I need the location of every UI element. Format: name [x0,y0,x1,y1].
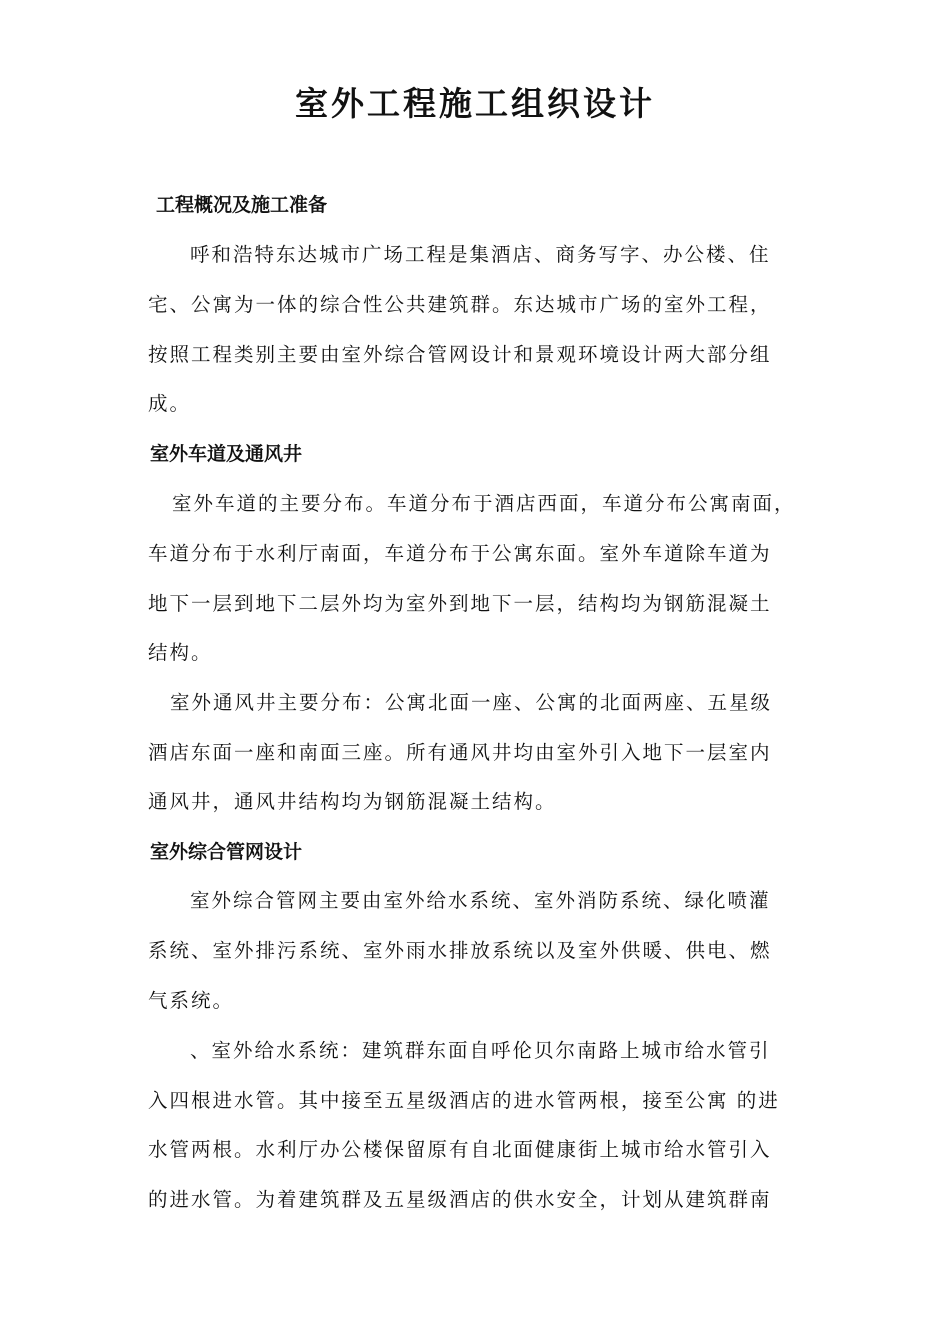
paragraph-line: 地下一层到地下二层外均为室外到地下一层，结构均为钢筋混凝土 [148,592,772,615]
paragraph-line: 成。 [148,392,192,415]
paragraph-line: 室外通风井主要分布：公寓北面一座、公寓的北面两座、五星级 [170,691,773,714]
paragraph-line: 室外车道的主要分布。车道分布于酒店西面，车道分布公寓南面， [172,492,796,515]
paragraph-line: 室外综合管网主要由室外给水系统、室外消防系统、绿化喷灌 [190,889,771,912]
paragraph-line: 系统、室外排污系统、室外雨水排放系统以及室外供暖、供电、燃 [148,939,772,962]
paragraph-line: 的进水管。为着建筑群及五星级酒店的供水安全，计划从建筑群南 [148,1188,772,1211]
paragraph-line: 呼和浩特东达城市广场工程是集酒店、商务写字、办公楼、住 [190,243,771,266]
paragraph-line: 气系统。 [148,989,235,1012]
paragraph-line: 入四根进水管。其中接至五星级酒店的进水管两根，接至公寓 的进 [148,1089,780,1112]
paragraph-line: 按照工程类别主要由室外综合管网设计和景观环境设计两大部分组 [148,343,772,366]
paragraph-line: 、室外给水系统：建筑群东面自呼伦贝尔南路上城市给水管引 [190,1039,771,1062]
paragraph-line: 水管两根。水利厅办公楼保留原有自北面健康街上城市给水管引入 [148,1138,772,1161]
section-heading-pipe-network: 室外综合管网设计 [150,841,303,863]
paragraph-line: 宅、公寓为一体的综合性公共建筑群。东达城市广场的室外工程， [148,293,772,316]
paragraph-line: 通风井，通风井结构均为钢筋混凝土结构。 [148,790,557,813]
document-title: 室外工程施工组织设计 [295,84,655,123]
paragraph-line: 酒店东面一座和南面三座。所有通风井均由室外引入地下一层室内 [148,741,772,764]
paragraph-line: 车道分布于水利厅南面，车道分布于公寓东面。室外车道除车道为 [148,542,772,565]
section-heading-overview: 工程概况及施工准备 [156,194,328,216]
section-heading-driveways: 室外车道及通风井 [150,443,303,465]
paragraph-line: 结构。 [148,641,213,664]
